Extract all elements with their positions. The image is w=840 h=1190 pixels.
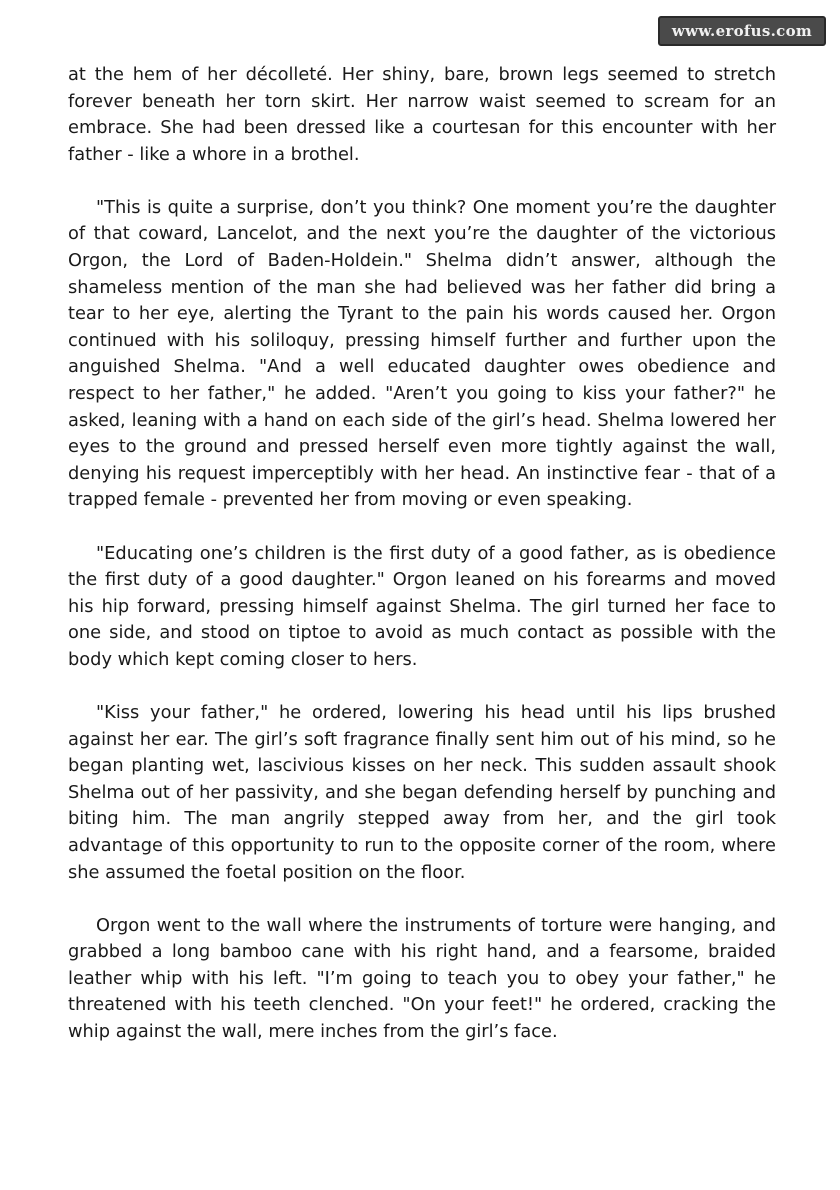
paragraph: "Educating one’s children is the first duty of a good father, as is obedience the first duty of a good daughter." Orgon leaned on his forearms and moved his hip forward, pressing himself against Shelma. The girl turned her face to one side, and stood on tiptoe to avoid as much contact as possible with the body which kept coming closer to hers. bbox=[68, 542, 776, 670]
site-watermark bbox=[658, 16, 826, 46]
paragraph-continued: at the hem of her décolleté. Her shiny, bare, brown legs seemed to stretch forever beneath her torn skirt. Her narrow waist seemed to scream for an embrace. She had been dressed like a courtesan for this encounter with her father - like a whore in a brothel. bbox=[68, 64, 776, 165]
paragraph: "Kiss your father," he ordered, lowering his head until his lips brushed against her ear. The girl’s soft fragrance finally sent him out of his mind, so he began planting wet, lascivious kisses on her neck. This sudden assault shook Shelma out of her passivity, and she began defending herself by punching and biting him. The man angrily stepped away from her, and the girl took advantage of this opportunity to run to the opposite corner of the room, where she assumed the foetal position on the floor. bbox=[68, 701, 776, 883]
watermark-text: www.erofus.com bbox=[671, 22, 813, 40]
paragraph: Orgon went to the wall where the instruments of torture were hanging, and grabbed a long bamboo cane with his right hand, and a fearsome, braided leather whip with his left. "I’m going to teach you to obey your father," he threatened with his teeth clenched. "On your feet!" he ordered, cracking the whip against the wall, mere inches from the girl’s face. bbox=[68, 914, 776, 1042]
page-body bbox=[68, 62, 776, 1072]
paragraph: "This is quite a surprise, don’t you think? One moment you’re the daughter of that coward, Lancelot, and the next you’re the daughter of the victorious Orgon, the Lord of Baden-Holdein." Shelma didn’t answer, although the shameless mention of the man she had believed was her father did bring a tear to her eye, alerting the Tyrant to the pain his words caused her. Orgon continued with his soliloquy, pressing himself further and further upon the anguished Shelma. "And a well educated daughter owes obedience and respect to her father," he added. "Aren’t you going to kiss your father?" he asked, leaning with a hand on each side of the girl’s head. Shelma lowered her eyes to the ground and pressed herself even more tightly against the wall, denying his request imperceptibly with her head. An instinctive fear - that of a trapped female - prevented her from moving or even speaking. bbox=[68, 196, 776, 511]
